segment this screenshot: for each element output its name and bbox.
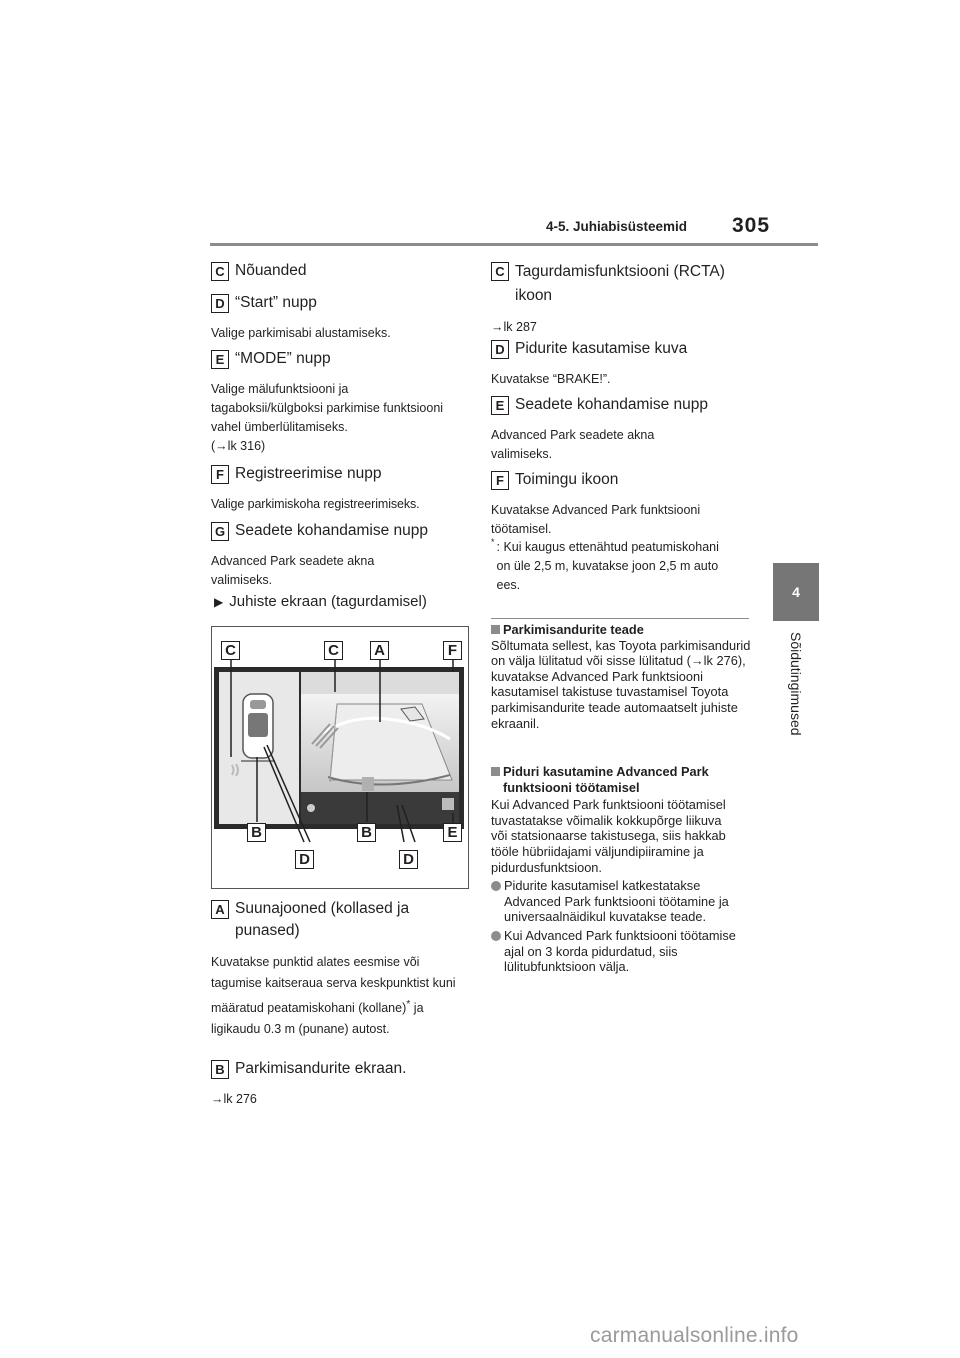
item-title: Suunajooned (kollased ja punased) xyxy=(235,900,410,939)
item-body: Valige parkimisabi alustamiseks. xyxy=(211,326,391,340)
badge-a: A xyxy=(211,900,229,919)
figure-label-b: B xyxy=(357,823,376,842)
item-body: Advanced Park seadete akna valimiseks. xyxy=(211,554,375,587)
note-body: Sõltumata sellest, kas Toyota parkimisandurid on välja lülitatud või sisse lülitatud (→lk 276), kuvatakse Advanced Park funktsiooni kasutamisel takistuse tuvastamisel Toyota parkimisandurite teade automaatselt juhiste ekraanil. xyxy=(491,637,751,731)
item-title: Toimingu ikoon xyxy=(515,471,619,488)
badge-d: D xyxy=(491,340,509,359)
item-title: Parkimisandurite ekraan. xyxy=(235,1060,407,1077)
page-ref: (→lk 316) xyxy=(211,439,266,453)
note-title: Piduri kasutamine Advanced Park funktsiooni töötamisel xyxy=(503,764,709,795)
figure-label-f: F xyxy=(443,641,462,660)
note-bullet: Pidurite kasutamisel katkestatakse Advanced Park funktsiooni töötamine ja universaalnäidikul kuvatakse teade. xyxy=(491,878,753,925)
watermark: carmanualsonline.info xyxy=(590,1324,799,1347)
item-body: Valige mälufunktsiooni ja tagaboksii/külgboksi parkimise funktsiooni vahel ümberlülitamiseks. xyxy=(211,382,444,434)
item-body: Kuvatakse Advanced Park funktsiooni töötamisel. xyxy=(491,503,701,536)
item-title: “MODE” nupp xyxy=(235,350,331,367)
badge-b: B xyxy=(211,1060,229,1079)
badge-c: C xyxy=(491,262,509,281)
notes-divider xyxy=(491,618,749,619)
item-body: Kuvatakse “BRAKE!”. xyxy=(491,372,611,386)
figure-label-d: D xyxy=(399,850,418,869)
note-body: Kui Advanced Park funktsiooni töötamisel tuvastatakse võimalik kokkupõrge liikuva või statsionaarse takistusega, siis hakkab tööle hübriidajami väljundipiiramine ja pidurdusfunktsioon. xyxy=(491,797,726,875)
item-title: Pidurite kasutamise kuva xyxy=(515,340,688,357)
item-title: Seadete kohandamise nupp xyxy=(235,522,429,539)
bullet-dot-icon xyxy=(491,931,501,941)
item-f-operation xyxy=(491,469,753,539)
guidance-screen-figure xyxy=(211,626,469,889)
header-divider xyxy=(210,243,818,246)
note-bullet: Kui Advanced Park funktsiooni töötamise ajal on 3 korda pidurdatud, siis lülitubfunktsioon välja. xyxy=(491,928,753,975)
badge-g: G xyxy=(211,522,229,541)
item-body: Kuvatakse punktid alates eesmise või tagumise kaitseraua serva keskpunktist kuni määratud peatamiskohani (kollane) xyxy=(211,955,456,1016)
footnote-mark: * xyxy=(406,999,411,1010)
chapter-label: Sõidutingimused xyxy=(788,632,804,736)
item-title: Registreerimise nupp xyxy=(235,465,382,482)
figure-label-c: C xyxy=(324,641,343,660)
bullet-dot-icon xyxy=(491,881,501,891)
footnote-mark: * xyxy=(491,537,495,547)
badge-d: D xyxy=(211,294,229,313)
note-parking-sensor-message xyxy=(491,622,753,731)
figure-label-e: E xyxy=(443,823,462,842)
page-ref: →lk 287 xyxy=(491,320,537,334)
badge-f: F xyxy=(211,465,229,484)
item-c-rcta xyxy=(491,260,753,337)
figure-label-c: C xyxy=(221,641,240,660)
guidance-screen-illustration xyxy=(212,627,468,888)
section-title: 4-5. Juhiabisüsteemid xyxy=(546,219,688,234)
figure-label-b: B xyxy=(247,823,266,842)
item-b-sensor-screen xyxy=(211,1058,473,1109)
item-title: Nõuanded xyxy=(235,262,307,279)
item-body: Advanced Park seadete akna valimiseks. xyxy=(491,428,655,461)
footnote-text: : Kui kaugus ettenähtud peatumiskohani on üle 2,5 m, kuvatakse joon 2,5 m auto ees. xyxy=(496,540,719,592)
triangle-icon: ▶ xyxy=(214,595,224,609)
item-title: Seadete kohandamise nupp xyxy=(515,396,709,413)
square-bullet-icon xyxy=(491,767,500,776)
item-c-tips xyxy=(211,260,473,282)
badge-f: F xyxy=(491,471,509,490)
item-title: Tagurdamisfunktsiooni (RCTA) ikoon xyxy=(515,263,725,304)
badge-c: C xyxy=(211,262,229,281)
page-number: 305 xyxy=(732,214,771,237)
item-body-cont: ja ligikaudu 0.3 m (punane) autost. xyxy=(211,1001,424,1037)
item-title: “Start” nupp xyxy=(235,294,317,311)
figure-label-a: A xyxy=(370,641,389,660)
footnote xyxy=(491,538,721,595)
note-title: Parkimisandurite teade xyxy=(503,622,644,637)
item-body: Valige parkimiskoha registreerimiseks. xyxy=(211,497,420,511)
figure-label-d: D xyxy=(295,850,314,869)
subsection-heading: ▶ Juhiste ekraan (tagurdamisel) xyxy=(214,593,427,610)
item-e-settings xyxy=(491,394,753,464)
item-f-register xyxy=(211,463,473,514)
item-d-brake xyxy=(491,338,753,389)
page-ref: →lk 276 xyxy=(211,1092,257,1106)
item-g-settings xyxy=(211,520,473,590)
square-bullet-icon xyxy=(491,625,500,634)
item-a-guide-lines xyxy=(211,898,473,1040)
badge-e: E xyxy=(491,396,509,415)
note-brake-operation xyxy=(491,764,753,975)
chapter-tab: 4 xyxy=(773,563,819,621)
badge-e: E xyxy=(211,350,229,369)
item-d-start xyxy=(211,292,473,343)
item-e-mode xyxy=(211,348,473,456)
